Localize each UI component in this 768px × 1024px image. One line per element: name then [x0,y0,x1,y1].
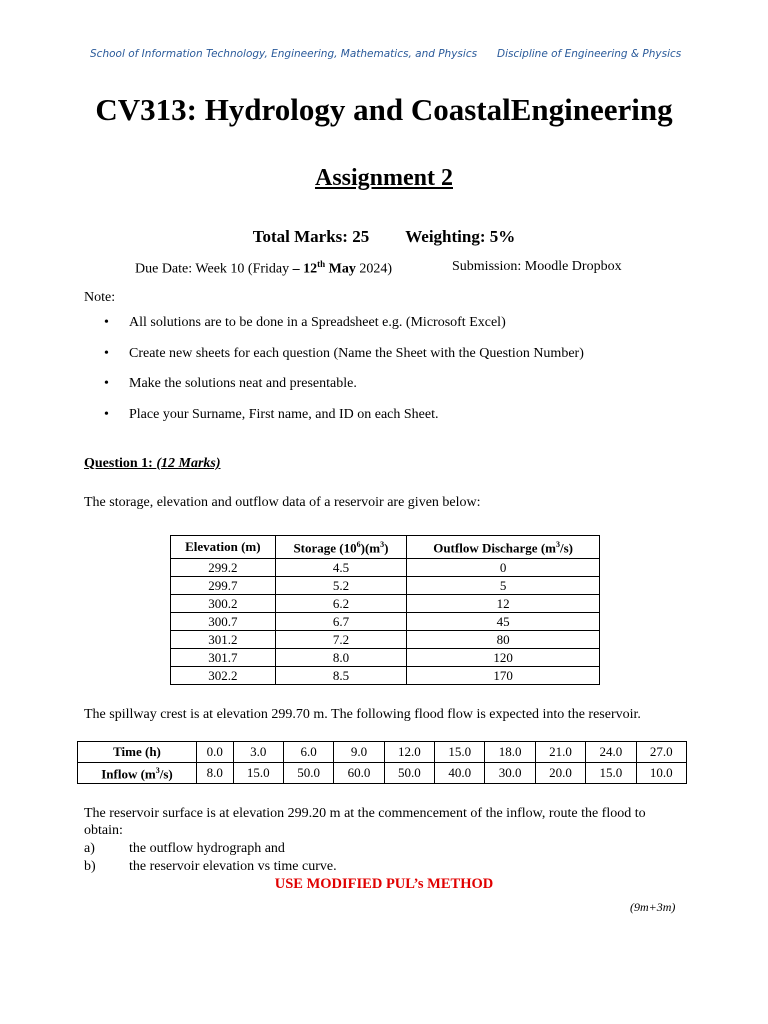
table-cell: 8.5 [275,667,407,685]
storage-sup1: 6 [356,540,361,550]
table-cell: 5 [407,577,600,595]
submission: Submission: Moodle Dropbox [452,259,622,274]
part-b-label: b) [84,859,96,874]
spillway-text: The spillway crest is at elevation 299.70 m. The following flood flow is expected into the reservoir. [84,707,641,722]
inflow-sup: 3 [155,766,160,776]
inflow-cell: 8.0 [197,763,234,784]
table-cell: 0 [407,559,600,577]
table-cell: 6.2 [275,595,407,613]
inflow-cell: 40.0 [435,763,485,784]
col-outflow [407,536,600,559]
due-month: May [325,261,356,277]
table-cell: 45 [407,613,600,631]
inflow-cell: 60.0 [334,763,384,784]
outflow-b: /s) [559,540,573,556]
table-row [171,559,600,577]
table-row [171,613,600,631]
due-prefix: Due Date: Week 10 (Friday [135,261,293,277]
total-marks: Total Marks: 25 [252,227,370,246]
table-row [171,649,600,667]
inflow-table [77,741,687,784]
inflow-cell: 30.0 [485,763,535,784]
table-cell: 7.2 [275,631,407,649]
due-suffix: 2024) [355,261,393,277]
inflow-label [78,763,197,784]
inflow-cell: 15.0 [586,763,636,784]
time-cell: 0.0 [197,742,234,763]
table-cell: 120 [407,649,600,667]
inflow-a: Inflow (m [101,766,156,782]
part-b [84,859,337,875]
course-title: CV313: Hydrology and CoastalEngineering [95,92,673,127]
inflow-b: /s) [159,766,173,782]
col-elevation: Elevation (m) [171,536,276,559]
inflow-cell: 50.0 [384,763,434,784]
table-cell: 299.7 [171,577,276,595]
question-heading [84,456,221,472]
header-school: School of Information Technology, Engineering, Mathematics, and Physics [90,48,478,60]
weighting: Weighting: 5% [405,227,516,246]
due-date [135,259,392,278]
inflow-row [78,763,687,784]
inflow-cell: 20.0 [535,763,585,784]
storage-sup2: 3 [380,540,385,550]
marks-line [0,227,768,247]
method-instruction: USE MODIFIED PUL’s METHOD [274,876,494,892]
table-header-row [171,536,600,559]
due-day: – 12 [292,261,318,277]
time-cell: 21.0 [535,742,585,763]
time-cell: 9.0 [334,742,384,763]
routing-paragraph: The reservoir surface is at elevation 299.20 m at the commencement of the inflow, route the flood to obtain: [84,806,646,838]
table-cell: 300.7 [171,613,276,631]
table-cell: 302.2 [171,667,276,685]
time-cell: 24.0 [586,742,636,763]
table-cell: 300.2 [171,595,276,613]
table-row [171,631,600,649]
note-label: Note: [84,290,116,305]
table-row [171,577,600,595]
outflow-sup: 3 [555,540,560,550]
part-a-label: a) [84,841,95,856]
table-cell: 6.7 [275,613,407,631]
inflow-cell: 15.0 [233,763,283,784]
table-row [171,595,600,613]
table-cell: 8.0 [275,649,407,667]
table-cell: 301.2 [171,631,276,649]
reservoir-table [170,535,600,685]
time-cell: 3.0 [233,742,283,763]
list-item: • Create new sheets for each question (Name the Sheet with the Question Number) [84,346,584,377]
outflow-a: Outflow Discharge (m [433,540,556,556]
table-cell: 301.7 [171,649,276,667]
header-discipline: Discipline of Engineering & Physics [497,48,682,60]
col-storage [275,536,407,559]
time-cell: 12.0 [384,742,434,763]
table-cell: 5.2 [275,577,407,595]
time-cell: 18.0 [485,742,535,763]
storage-c: ) [384,540,389,556]
inflow-cell: 50.0 [283,763,333,784]
part-a [84,841,285,857]
question-marks: (12 Marks) [156,456,221,471]
table-cell: 299.2 [171,559,276,577]
time-row [78,742,687,763]
time-label: Time (h) [78,742,197,763]
marks-split: (9m+3m) [630,900,676,914]
question-label: Question 1: [84,456,157,471]
notes-list [84,315,584,437]
part-b-text: the reservoir elevation vs time curve. [129,859,337,874]
part-a-text: the outflow hydrograph and [129,841,285,856]
list-item: • All solutions are to be done in a Spreadsheet e.g. (Microsoft Excel) [84,315,584,346]
time-cell: 15.0 [435,742,485,763]
due-sup: th [317,259,326,269]
time-cell: 27.0 [636,742,686,763]
list-item: • Place your Surname, First name, and ID on each Sheet. [84,407,584,438]
table-cell: 12 [407,595,600,613]
table-cell: 80 [407,631,600,649]
storage-b: )(m [360,540,381,556]
table-cell: 170 [407,667,600,685]
storage-a: Storage (10 [293,540,357,556]
question-intro: The storage, elevation and outflow data of a reservoir are given below: [84,495,481,510]
time-cell: 6.0 [283,742,333,763]
inflow-cell: 10.0 [636,763,686,784]
table-row [171,667,600,685]
table-cell: 4.5 [275,559,407,577]
assignment-title: Assignment 2 [314,165,453,191]
list-item: • Make the solutions neat and presentable. [84,376,584,407]
